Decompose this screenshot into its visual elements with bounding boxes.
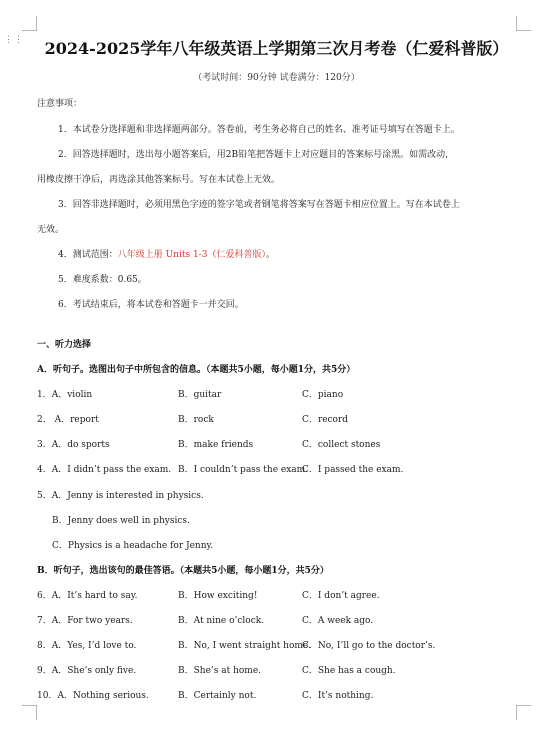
option-b: B．How exciting! <box>178 591 258 601</box>
note-4-prefix: 4．测试范围： <box>58 250 118 260</box>
option-c: C．I don’t agree. <box>302 591 380 601</box>
corner-mark-bottom-right <box>516 705 531 720</box>
question-8 <box>0 638 553 650</box>
question-7 <box>0 613 553 625</box>
note-5: 5．难度系数：0.65。 <box>58 275 147 285</box>
question-4 <box>0 462 553 474</box>
corner-mark-top-right <box>516 16 531 31</box>
question-5-option-a: 5．A．Jenny is interested in physics. <box>37 491 204 501</box>
option-a: 4．A．I didn’t pass the exam. <box>37 465 172 475</box>
option-a: 6．A．It’s hard to say. <box>37 591 138 601</box>
option-a: 9．A．She’s only five. <box>37 666 137 676</box>
option-b: B．guitar <box>178 390 222 400</box>
option-c: C．I passed the exam. <box>302 465 404 475</box>
option-c: C．No, I’ll go to the doctor’s. <box>302 641 436 651</box>
corner-mark-bottom-left <box>22 705 37 720</box>
option-a: 7．A．For two years. <box>37 616 133 626</box>
option-b: B．rock <box>178 415 214 425</box>
page-subtitle: （考试时间：90分钟 试卷满分：120分） <box>193 73 360 83</box>
option-b: B．I couldn’t pass the exam. <box>178 465 309 475</box>
option-c: C．record <box>302 415 349 425</box>
note-2b: 用橡皮擦干净后，再选涂其他答案标号。写在本试卷上无效。 <box>37 175 281 185</box>
section-heading: 一、听力选择 <box>37 340 92 350</box>
question-2 <box>0 412 553 424</box>
option-c: C．A week ago. <box>302 616 374 626</box>
option-a: 3．A．do sports <box>37 440 110 450</box>
note-3a: 3．回答非选择题时，必须用黑色字迹的签字笔或者钢笔将答案写在答题卡相应位置上。写在本试卷上 <box>58 200 460 210</box>
option-b: B．She’s at home. <box>178 666 262 676</box>
question-6 <box>0 588 553 600</box>
note-4 <box>58 247 275 260</box>
option-b: B．At nine o’clock. <box>178 616 265 626</box>
option-c: C．piano <box>302 390 344 400</box>
question-3 <box>0 437 553 449</box>
note-1: 1．本试卷分选择题和非选择题两部分。答卷前，考生务必将自己的姓名、准考证号填写在答题卡上。 <box>58 125 460 135</box>
option-a: 2． A．report <box>37 415 99 425</box>
page-title: 2024-2025学年八年级英语上学期第三次月考卷（仁爱科普版） <box>44 39 509 58</box>
question-5-option-c: C．Physics is a headache for Jenny. <box>52 541 214 551</box>
option-b: B．No, I went straight home. <box>178 641 312 651</box>
drag-handle-icon[interactable]: ⋮⋮ <box>4 35 24 45</box>
option-a: 1．A．violin <box>37 390 93 400</box>
option-c: C．It’s nothing. <box>302 691 374 701</box>
part-a-heading: A．听句子。选图出句子中所包含的信息。（本题共5小题，每小题1分，共5分） <box>37 365 356 375</box>
note-4-suffix: 。 <box>265 250 275 260</box>
question-10 <box>0 688 553 700</box>
part-b-heading: B．听句子，选出该句的最佳答语。（本题共5小题，每小题1分，共5分） <box>37 566 329 576</box>
option-b: B．make friends <box>178 440 254 450</box>
note-6: 6．考试结束后，将本试卷和答题卡一并交回。 <box>58 300 244 310</box>
question-1 <box>0 387 553 399</box>
option-c: C．She has a cough. <box>302 666 396 676</box>
notes-heading: 注意事项： <box>37 99 83 109</box>
corner-mark-top-left <box>22 16 37 31</box>
note-4-range: 八年级上册 Units 1-3（仁爱科普版） <box>117 250 266 260</box>
option-b: B．Certainly not. <box>178 691 257 701</box>
option-a: 10．A．Nothing serious. <box>37 691 149 701</box>
option-a: 8．A．Yes, I’d love to. <box>37 641 137 651</box>
note-3b: 无效。 <box>37 225 65 235</box>
note-2a: 2．回答选择题时，选出每小题答案后，用2B铅笔把答题卡上对应题目的答案标号涂黑。如需改动， <box>58 150 455 160</box>
question-9 <box>0 663 553 675</box>
question-5-option-b: B．Jenny does well in physics. <box>52 516 190 526</box>
option-c: C．collect stones <box>302 440 381 450</box>
